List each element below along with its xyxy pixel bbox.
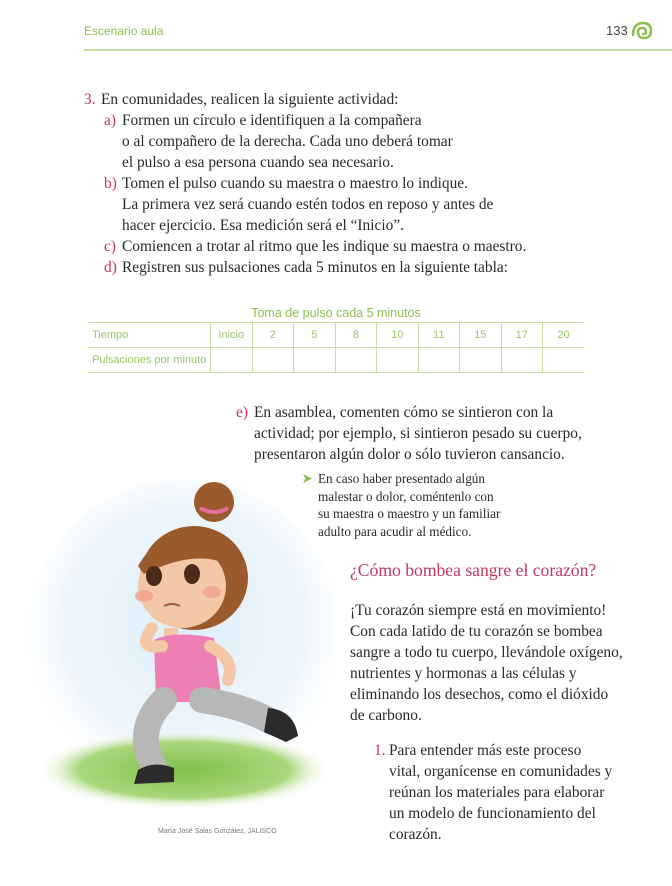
spiral-icon bbox=[631, 20, 653, 42]
paragraph-line: eliminando los desechos, como el dióxido bbox=[350, 686, 609, 703]
running-girl-illustration bbox=[14, 470, 334, 830]
activity-item-d bbox=[104, 257, 508, 278]
activity-item-c bbox=[104, 236, 526, 257]
column-header: 15 bbox=[460, 323, 502, 348]
paragraph-line: de carbono. bbox=[350, 707, 422, 724]
note-line: adulto para acudir al médico. bbox=[318, 523, 472, 539]
pulse-input-cell[interactable] bbox=[252, 348, 294, 373]
pulse-input-cell[interactable] bbox=[460, 348, 502, 373]
row-label-time: Tiempo bbox=[88, 323, 211, 348]
header-divider bbox=[84, 49, 672, 51]
item-number: 1. bbox=[374, 742, 386, 759]
column-header: 11 bbox=[418, 323, 460, 348]
page-header bbox=[0, 0, 672, 56]
column-header: 10 bbox=[377, 323, 419, 348]
row-label-pulse: Pulsaciones por minuto bbox=[88, 348, 211, 373]
item-line: Formen un círculo e identifiquen a la compañera bbox=[122, 112, 422, 129]
item-letter: c) bbox=[104, 238, 116, 255]
item-letter: d) bbox=[104, 259, 117, 276]
paragraph-line: ¡Tu corazón siempre está en movimiento! bbox=[350, 602, 607, 619]
column-header: 8 bbox=[335, 323, 377, 348]
item-line: Comiencen a trotar al ritmo que les indique su maestra o maestro. bbox=[122, 238, 527, 255]
item-line: Tomen el pulso cuando su maestra o maestro lo indique. bbox=[122, 175, 468, 192]
item-line: actividad; por ejemplo, si sintieron pesado su cuerpo, bbox=[254, 425, 582, 442]
pulse-input-cell[interactable] bbox=[418, 348, 460, 373]
pulse-grid bbox=[88, 322, 584, 373]
column-header: 5 bbox=[294, 323, 336, 348]
pulse-input-cell[interactable] bbox=[543, 348, 585, 373]
illustration-credit: María José Salas González, JALISCO bbox=[158, 828, 277, 835]
pulse-input-cell[interactable] bbox=[501, 348, 543, 373]
item-letter: e) bbox=[236, 404, 248, 421]
item-line: hacer ejercicio. Esa medición será el “Inicio”. bbox=[122, 217, 405, 234]
item-line: corazón. bbox=[389, 826, 442, 843]
note-line: malestar o dolor, coméntenlo con bbox=[318, 488, 494, 504]
item-line: Registren sus pulsaciones cada 5 minutos en la siguiente tabla: bbox=[122, 259, 508, 276]
item-line: presentaron algún dolor o sólo tuvieron cansancio. bbox=[254, 446, 565, 463]
item-line: La primera vez será cuando estén todos en reposo y antes de bbox=[122, 196, 494, 213]
item-line: el pulso a esa persona cuando sea necesario. bbox=[122, 154, 394, 171]
pulse-input-cell[interactable] bbox=[377, 348, 419, 373]
pulse-input-cell[interactable] bbox=[335, 348, 377, 373]
pulse-input-cell[interactable] bbox=[294, 348, 336, 373]
item-line: reúnan los materiales para elaborar bbox=[389, 784, 605, 801]
activity-intro: En comunidades, realicen la siguiente actividad: bbox=[101, 91, 399, 108]
table-title: Toma de pulso cada 5 minutos bbox=[251, 306, 421, 320]
pulse-table bbox=[88, 304, 584, 373]
heart-item-1 bbox=[374, 740, 612, 845]
table-row bbox=[88, 348, 584, 373]
note-line: su maestra o maestro y un familiar bbox=[318, 506, 501, 521]
column-header: 17 bbox=[501, 323, 543, 348]
item-letter: b) bbox=[104, 175, 117, 192]
item-line: o al compañero de la derecha. Cada uno deberá tomar bbox=[122, 133, 453, 150]
activity-item-b bbox=[104, 173, 493, 236]
item-line: En asamblea, comenten cómo se sintieron con la bbox=[254, 404, 554, 421]
pulse-input-cell[interactable] bbox=[211, 348, 253, 373]
activity-item-e bbox=[236, 402, 582, 465]
note-line: En caso haber presentado algún bbox=[318, 471, 485, 486]
section-subtitle: ¿Cómo bombea sangre el corazón? bbox=[350, 560, 597, 580]
item-line: un modelo de funcionamiento del bbox=[389, 805, 596, 822]
section-name: Escenario aula bbox=[84, 24, 164, 38]
paragraph-line: Con cada latido de tu corazón se bombea bbox=[350, 623, 603, 640]
column-header: 20 bbox=[543, 323, 585, 348]
paragraph-line: sangre a todo tu cuerpo, llevándole oxígeno, bbox=[350, 644, 623, 661]
table-row bbox=[88, 323, 584, 348]
activity-number: 3. bbox=[84, 91, 96, 108]
paragraph-line: nutrientes y hormonas a las células y bbox=[350, 665, 577, 682]
column-header: Inicio bbox=[211, 323, 253, 348]
item-line: vital, organícense en comunidades y bbox=[389, 763, 613, 780]
column-header: 2 bbox=[252, 323, 294, 348]
heart-paragraph bbox=[350, 600, 623, 726]
item-letter: a) bbox=[104, 112, 116, 129]
activity-item-a bbox=[104, 110, 453, 173]
item-line: Para entender más este proceso bbox=[389, 742, 582, 759]
page-number: 133 bbox=[606, 23, 628, 38]
